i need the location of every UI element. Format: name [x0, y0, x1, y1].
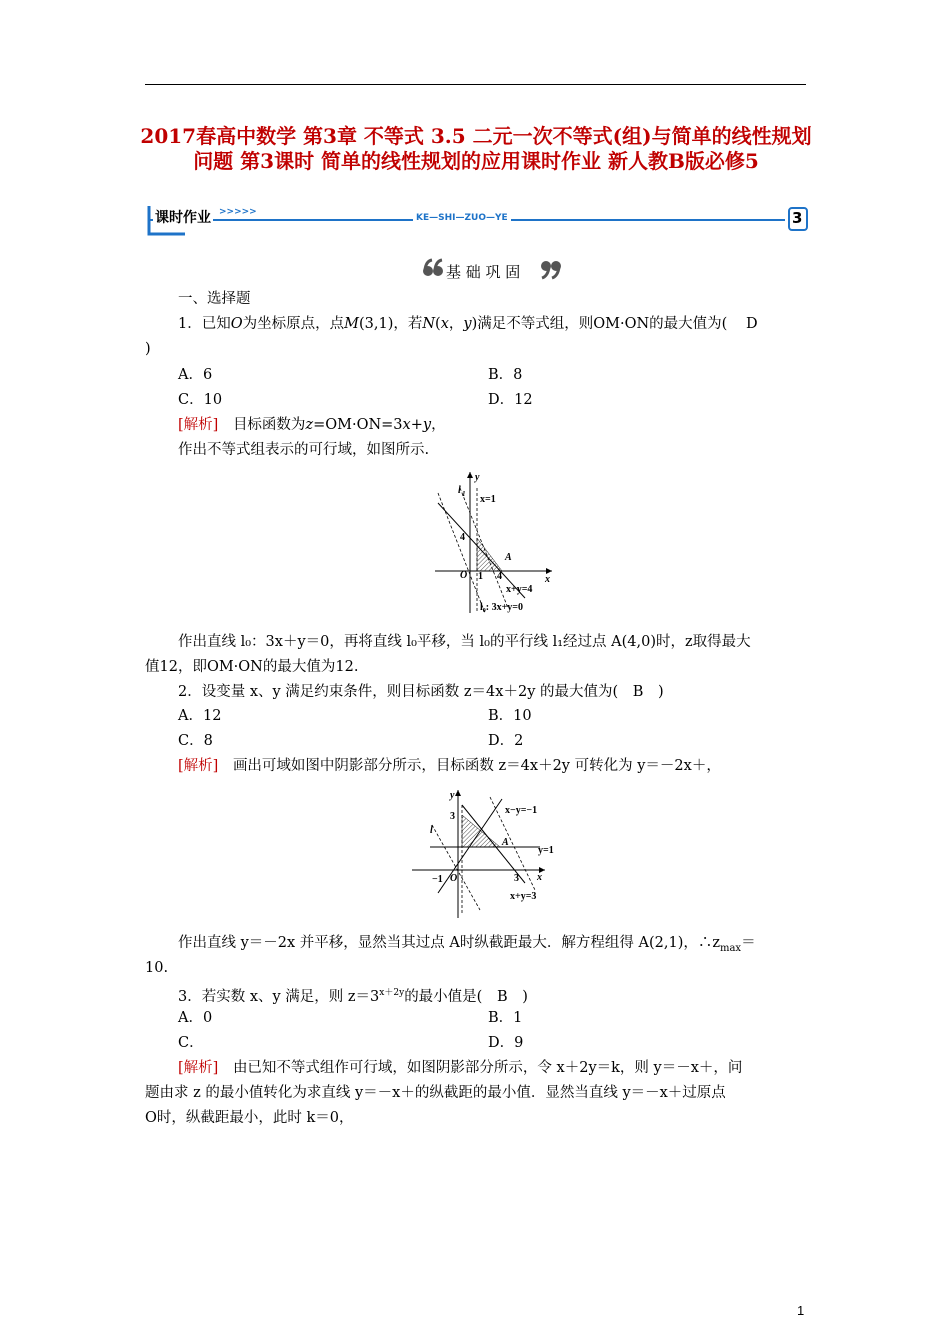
q3-jiexi-tag: [解析]	[178, 1060, 219, 1076]
fig2-x-tick-3: 3	[514, 873, 519, 884]
top-rule	[145, 84, 806, 85]
q3-solution-line2: 题由求 z 的最小值转化为求直线 y＝－x＋的纵截距的最小值．显然当直线 y＝－x＋过原点	[145, 1085, 726, 1101]
fig1-x1-label: x=1	[480, 494, 496, 505]
q3-solution-line1: [解析] 由已知不等式组作可行域，如图阴影部分所示，令 x＋2y＝k，则 y＝－x＋，问	[178, 1060, 743, 1076]
banner-label: 课时作业	[153, 207, 213, 227]
fig1-x-tick-4: 4	[497, 571, 502, 582]
q1-answer: D	[745, 316, 758, 332]
q1-solution-line1: [解析] 目标函数为z=OM·ON=3x+y，	[178, 417, 446, 433]
q3-option-c: C．	[178, 1035, 204, 1051]
fig2-y-tick-3: 3	[450, 811, 455, 822]
q2-stem: 2．设变量 x、y 满足约束条件，则目标函数 z＝4x＋2y 的最大值为( B )	[178, 684, 664, 700]
q1-jiexi-tag: [解析]	[178, 417, 219, 433]
q1-option-a: A．6	[178, 367, 213, 383]
banner-number: 3	[792, 209, 803, 227]
fig1-origin: O	[460, 570, 468, 581]
q3-option-d: D．9	[488, 1035, 524, 1051]
q1-solution-line4: 值12，即OM·ON的最大值为12.	[145, 659, 359, 675]
banner-arrows: >>>>>	[219, 207, 257, 217]
q3-answer: B	[496, 988, 508, 1005]
part-heading: 一、选择题	[178, 291, 251, 307]
fig2-x-tick-neg1: −1	[432, 874, 443, 885]
q2-solution-line1: [解析] 画出可域如图中阴影部分所示，目标函数 z＝4x＋2y 可转化为 y＝－2x＋，	[178, 758, 721, 774]
q2-option-c: C．8	[178, 733, 213, 749]
q2-jiexi-tag: [解析]	[178, 758, 219, 774]
q2-option-b: B．10	[488, 708, 532, 724]
fig2-y-label: y	[450, 790, 455, 801]
figure-2	[410, 785, 575, 920]
section-heading-text: 基 础 巩 固	[446, 263, 521, 281]
q1-option-c: C．10	[178, 392, 223, 408]
open-quote-icon	[422, 258, 444, 280]
q2-option-d: D．2	[488, 733, 524, 749]
fig2-origin: O	[450, 873, 458, 884]
q2-solution-line2: 作出直线 y＝－2x 并平移，显然当其过点 A时纵截距最大．解方程组得 A(2,1)，$\therefore z_{max}=$	[178, 935, 756, 954]
page-number: 1	[797, 1303, 805, 1318]
q1-solution-line3: 作出直线 l₀：3x＋y＝0，再将直线 l₀平移，当 l₀的平行线 l₁经过点 A(4,0)时，z取得最大	[178, 634, 751, 650]
q1-stem: 1．已知O为坐标原点，点M(3,1)，若N(x，y)满足不等式组，则OM·ON的最大值为( D	[178, 316, 758, 332]
q2-solution-line3: 10.	[145, 960, 169, 976]
fig1-x-label: x	[545, 574, 550, 585]
banner	[145, 204, 809, 236]
fig2-point-a: A	[502, 837, 509, 848]
section-heading	[422, 258, 562, 284]
fig1-l1-label: l	[458, 485, 461, 496]
q1-option-b: B．8	[488, 367, 523, 383]
fig2-x-label: x	[537, 872, 542, 883]
fig2-xy-neg1-label: x−y=−1	[505, 805, 538, 816]
q2-option-a: A．12	[178, 708, 222, 724]
q3-option-b: B．1	[488, 1010, 523, 1026]
fig1-y-label: y	[475, 472, 480, 483]
fig2-y1-label: y=1	[538, 845, 554, 856]
fig1-xy4-label: x+y=4	[506, 584, 533, 595]
q1-solution-line2: 作出不等式组表示的可行域，如图所示.	[178, 442, 430, 458]
fig1-l0-label: l₀: 3x+y=0	[480, 602, 524, 613]
fig1-y-tick-4: 4	[460, 532, 465, 543]
q3-stem: 3．若实数 x、y 满足，则 $z=3^{x+2y}$的最小值是( B )	[178, 988, 528, 1005]
document-title: 2017春高中数学 第3章 不等式 3.5 二元一次不等式(组)与简单的线性规划问题 第3课时 简单的线性规划的应用课时作业 新人教B版必修5	[140, 124, 812, 173]
banner-pinyin: KE—SHI—ZUO—YE	[413, 213, 511, 223]
fig1-x-tick-1: 1	[478, 571, 483, 582]
q3-option-a: A．0	[178, 1010, 213, 1026]
figure-1	[430, 468, 560, 618]
q2-answer: B	[632, 684, 644, 700]
q1-option-d: D．12	[488, 392, 533, 408]
q3-solution-line3: O时，纵截距最小，此时 k＝0，	[145, 1110, 354, 1126]
fig1-l1-sub: 1	[462, 490, 466, 498]
fig2-l-label: l	[430, 825, 433, 836]
close-quote-icon	[540, 258, 562, 280]
fig2-xy3-label: x+y=3	[510, 891, 537, 902]
q1-close: )	[145, 341, 151, 357]
fig1-point-a: A	[505, 552, 512, 563]
